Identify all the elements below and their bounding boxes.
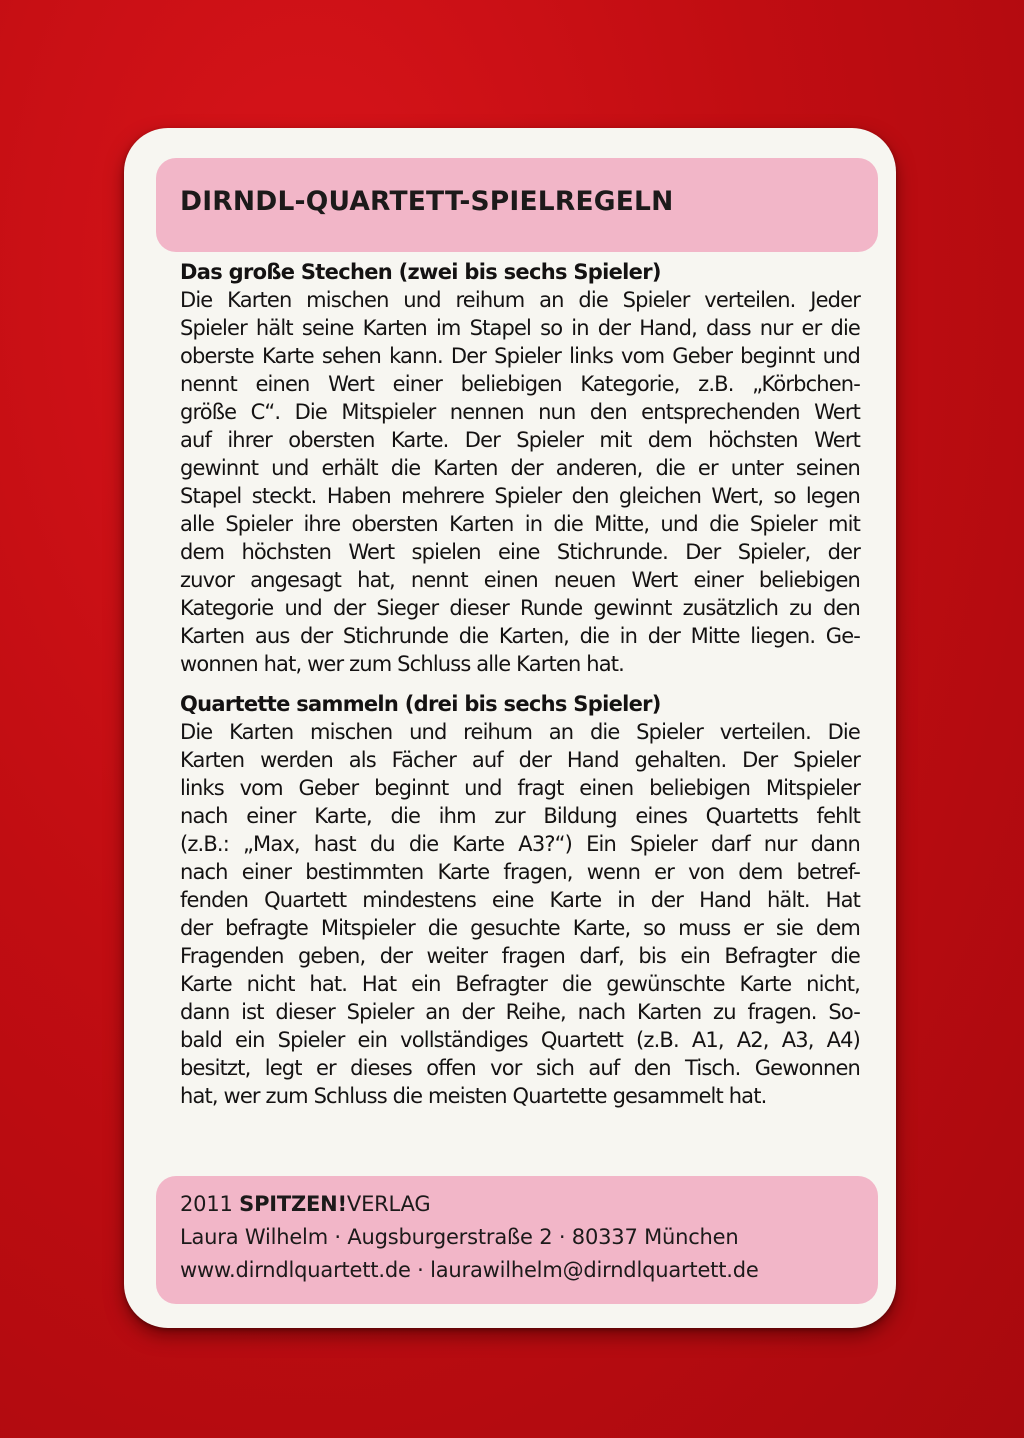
text-line: dem höchsten Wert spielen eine Stichrunde. Der Spieler, der (180, 540, 860, 564)
text-line: hat, wer zum Schluss die meisten Quartette gesammelt hat. (180, 1084, 767, 1108)
text-line: Fragenden geben, der weiter fragen darf, bis ein Befragter die (180, 944, 860, 968)
text-line: wonnen hat, wer zum Schluss alle Karten hat. (180, 652, 624, 676)
text-line: Die Karten mischen und reihum an die Spieler verteilen. Die (180, 720, 860, 744)
text-line: links vom Geber beginnt und fragt einen beliebigen Mitspieler (180, 776, 860, 800)
text-line: Karten aus der Stichrunde die Karten, die in der Mitte liegen. Ge- (180, 624, 860, 648)
text-line: Karte nicht hat. Hat ein Befragter die gewünschte Karte nicht, (180, 972, 860, 996)
publisher-year: 2011 (180, 1192, 233, 1216)
text-line: fenden Quartett mindestens eine Karte in der Hand hält. Hat (180, 888, 860, 912)
publisher-name-light: VERLAG (346, 1192, 431, 1216)
text-line: Spieler hält seine Karten im Stapel so in der Hand, dass nur er die (180, 316, 860, 340)
text-line: gewinnt und erhält die Karten der anderen, die er unter seinen (180, 456, 860, 480)
text-line: nach einer bestimmten Karte fragen, wenn er von dem betref- (180, 860, 860, 884)
text-line: nennt einen Wert einer beliebigen Kategorie, z.B. „Körbchen- (180, 372, 860, 396)
text-line: (z.B.: „Max, hast du die Karte A3?“) Ein Spieler darf nur dann (180, 832, 860, 856)
section-quartette-sammeln (180, 690, 860, 1110)
rules-card (124, 128, 896, 1328)
text-line: besitzt, legt er dieses offen vor sich auf den Tisch. Gewonnen (180, 1056, 860, 1080)
publisher-band (156, 1176, 878, 1304)
text-line: Kategorie und der Sieger dieser Runde gewinnt zusätzlich zu den (180, 596, 860, 620)
text-line: zuvor angesagt hat, nennt einen neuen Wert einer beliebigen (180, 568, 860, 592)
card-title: DIRNDL-QUARTETT-SPIELREGELN (180, 186, 674, 217)
text-line: Die Karten mischen und reihum an die Spieler verteilen. Jeder (180, 288, 860, 312)
text-line: größe C“. Die Mitspieler nennen nun den entsprechenden Wert (180, 400, 860, 424)
publisher-name-bold: SPITZEN! (239, 1192, 347, 1216)
rules-content (180, 258, 860, 1110)
publisher-address: Laura Wilhelm · Augsburgerstraße 2 · 80337 München (180, 1225, 739, 1249)
text-line: Karten werden als Fächer auf der Hand gehalten. Der Spieler (180, 748, 860, 772)
title-band (156, 158, 878, 252)
text-line: Stapel steckt. Haben mehrere Spieler den gleichen Wert, so legen (180, 484, 860, 508)
section-grosse-stechen (180, 258, 860, 678)
text-line: bald ein Spieler ein vollständiges Quartett (z.B. A1, A2, A3, A4) (180, 1028, 860, 1052)
text-line: alle Spieler ihre obersten Karten in die Mitte, und die Spieler mit (180, 512, 860, 536)
text-line: nach einer Karte, die ihm zur Bildung eines Quartetts fehlt (180, 804, 860, 828)
publisher-contact: www.dirndlquartett.de · laurawilhelm@dirndlquartett.de (180, 1258, 759, 1282)
text-line: oberste Karte sehen kann. Der Spieler links vom Geber beginnt und (180, 344, 860, 368)
text-line: der befragte Mitspieler die gesuchte Karte, so muss er sie dem (180, 916, 860, 940)
text-line: auf ihrer obersten Karte. Der Spieler mit dem höchsten Wert (180, 428, 860, 452)
publisher-line (180, 1188, 878, 1221)
text-line: dann ist dieser Spieler an der Reihe, nach Karten zu fragen. So- (180, 1000, 860, 1024)
section-heading: Quartette sammeln (drei bis sechs Spieler) (180, 692, 661, 716)
section-heading: Das große Stechen (zwei bis sechs Spieler) (180, 260, 661, 284)
